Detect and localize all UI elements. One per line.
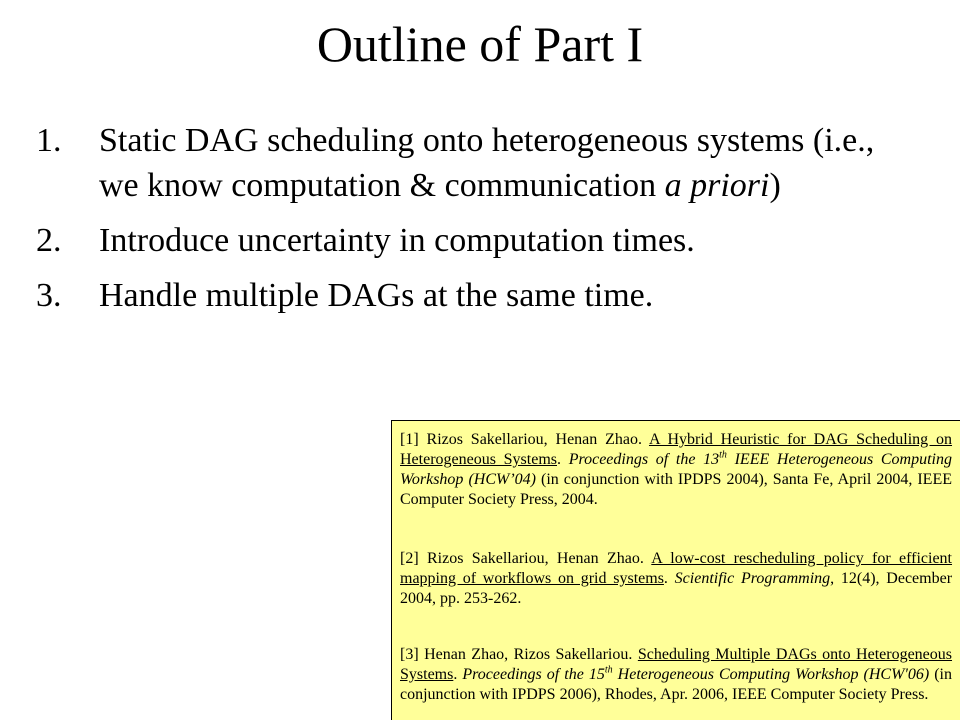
reference-venue: Scientific Programming <box>674 570 831 587</box>
reference-venue: Proceedings of the 13th IEEE Heterogeneous Computing Workshop (HCW’04) <box>400 449 952 488</box>
item-text: Handle multiple DAGs at the same time. <box>99 277 654 314</box>
outline-item-3 <box>36 273 916 318</box>
reference-title-end: . <box>663 570 668 587</box>
references-box <box>391 420 960 720</box>
item-number: 2. <box>36 222 62 259</box>
reference-authors: Rizos Sakellariou, Henan Zhao. <box>426 431 642 448</box>
reference-id: [2] <box>400 550 419 567</box>
reference-3 <box>400 645 952 705</box>
reference-details: (in conjunction with IPDPS 2004), Santa Fe, April 2004, IEEE Computer Society Press, 2004. <box>400 471 953 508</box>
reference-venue: Proceedings of the 15th Heterogeneous Computing Workshop (HCW'06) <box>462 664 930 683</box>
reference-title: A low-cost rescheduling policy for efficient mapping of workflows on grid systems <box>400 550 953 587</box>
reference-authors: Rizos Sakellariou, Henan Zhao. <box>426 550 644 567</box>
reference-title: Scheduling Multiple DAGs onto Heterogeneous Systems <box>400 646 953 683</box>
reference-title-end: . <box>557 451 561 468</box>
item-number: 1. <box>36 122 62 159</box>
reference-title-end: . <box>453 666 458 683</box>
reference-title: A Hybrid Heuristic for DAG Scheduling on Heterogeneous Systems <box>400 431 953 468</box>
reference-details: (in conjunction with IPDPS 2006), Rhodes, Apr. 2006, IEEE Computer Society Press. <box>400 666 952 703</box>
item-text-italic: a priori <box>664 167 770 204</box>
reference-2 <box>400 549 952 609</box>
item-text-end: ) <box>769 167 781 204</box>
item-text: Introduce uncertainty in computation times. <box>99 222 695 259</box>
reference-1 <box>400 430 952 510</box>
slide-title: Outline of Part I <box>316 16 644 72</box>
outline-item-1 <box>36 118 916 208</box>
reference-id: [1] <box>400 431 419 448</box>
outline-list <box>36 118 916 318</box>
outline-item-2 <box>36 218 916 263</box>
item-number: 3. <box>36 277 62 314</box>
reference-details: , 12(4), December 2004, pp. 253-262. <box>400 570 953 607</box>
reference-authors: Henan Zhao, Rizos Sakellariou. <box>424 646 633 663</box>
item-text: Static DAG scheduling onto heterogeneous systems (i.e., we know computation & communication <box>99 122 875 204</box>
reference-id: [3] <box>400 646 419 663</box>
